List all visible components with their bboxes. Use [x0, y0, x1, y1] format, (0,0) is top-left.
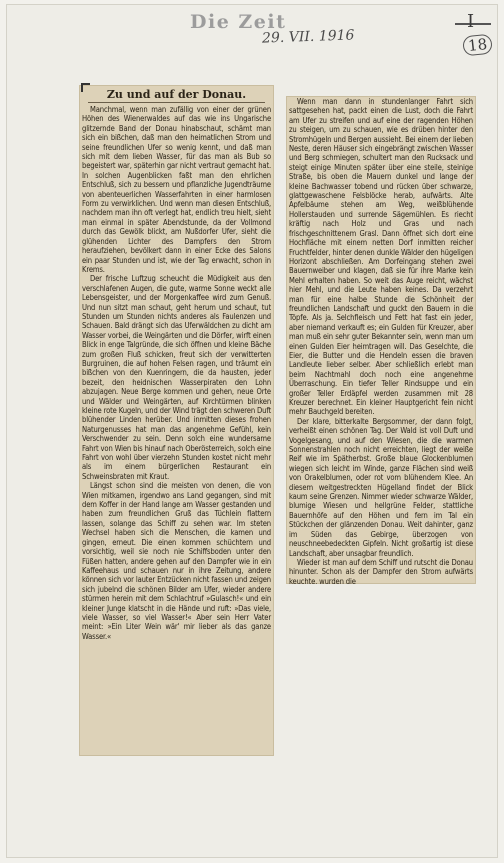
- paragraph: Wieder ist man auf dem Schiff und rutscht die Donau hinunter. Schon als der Dampfer den Strom aufwärts keuchte, wurden die: [289, 557, 473, 584]
- paragraph: Manchmal, wenn man zufällig von einer der grünen Höhen des Wienerwaldes auf das wie ins Ungarische glitzernde Band der Donau hinabschaut, schämt man sich ein bißchen, daß man den heimatlichen Strom und seine freundlichen Ufer so wenig kennt, und daß man sich mit dem lieben Wasser, für das man als Bub so begeistert war, späterhin gar nicht vertraut gemacht hat. In solchen Augenblicken faßt man den ehrlichen Entschluß, sich zu bessern und pflanzliche Jugendträume von abenteuerlichen Wasserfahrten in einer harmlosen Form zu verwirklichen. Und wenn man diesen Entschluß, nachdem man ihn oft verlegt hat, endlich treu hielt, sieht man einmal in später Abendstunde, da der Vollmond durch das Gewölk blickt, am Nußdorfer Ufer, sieht die glühenden Lichter des Dampfers den Strom heraufziehen, bevölkert dann in einer Ecke des Salons ein paar Stunden und ist, wie der Tag erwacht, schon in Krems.: [82, 105, 271, 274]
- paragraph: Der frische Luftzug scheucht die Müdigkeit aus den verschlafenen Augen, die gute, warme Sonne weckt alle Lebensgeister, und der Morgenkaffee wird zum Genuß. Und nun sitzt man schaut, geht herum und schaut, tut Stunden um Stunden nichts anderes als Faulenzen und Schauen. Bald drängt sich das Uferwäldchen zu dicht am Wasser vorbei, die Weingärten und die Dörfer, wirft einen Blick in enge Talgründe, die sich öffnen und kleine Bäche zum großen Fluß schicken, freut sich der verwitterten Burgruinen, die auf hohen Felsen ragen, und träumt ein bißchen von den Kuenringern, die da hausten, jeder bezeit, den heidnischen Wasserpiraten den Lohn abzujagen. Neue Berge kommen und gehen, neue Orte und Wälder und Weingärten, auf Kirchtürmen blinken kleine rote Kugeln, und der Wind trägt den schweren Duft blühender Linden herüber. Und inmitten dieses frohen Naturgenusses hat man das angenehme Gefühl, kein Verschwender zu sein. Denn solch eine wundersame Fahrt von Wien bis hinauf nach Oberösterreich, solch eine Fahrt von wohl über vierzehn Stunden kostet nicht mehr als im einem bürgerlichen Restaurant ein Schweinsbraten mit Kraut.: [82, 274, 271, 481]
- clipping-column-b: [286, 96, 476, 584]
- column-a-text: [82, 105, 271, 641]
- column-b-text: [289, 97, 473, 584]
- handwritten-mark-i: I: [467, 11, 475, 32]
- paragraph: Wenn man dann in stundenlanger Fahrt sich sattgesehen hat, packt einen die Lust, doch die Fahrt am Ufer zu streifen und auf eine der ragenden Höhen zu steigen, um zu schauen, wie es drüben hinter den Stromhügeln und Bergen aussieht. Bei einem der lieben Neste, deren Häuser sich eingebrängt zwischen Wasser und Berg schmiegen, schultert man den Rucksack und steigt einige Minuten später über eine steile, steinige Straße, bis oben die Mauern dunkel und lange der kleine Bachwasser tobend und rücken über schwarze, glattgewaschene Felsblöcke herab, aufwärts. Alte Apfelbäume stehen am Weg, weißblühende Hollerstauden und surrende Sägemühlen. Es riecht kräftig nach Holz und Gras und nach frischgeschnittenem Grasl. Dann öffnet sich dort eine Hochfläche mit einem netten Dorf inmitten reicher Fruchtfelder, hinter denen dunkle Wälder den hügeligen Horizont abschließen. Am Dorfeingang stehen zwei Bauernweiber und klagen, daß sie für ihre Marke kein Mehl erhalten haben. So weit das Auge reicht, wächst hier Mehl, und die Leute haben keines. Da verzehrt man für eine halbe Stunde die Schönheit der freundlichen Landschaft und guckt den Bauern in die Töpfe. Als ja. Selchfleisch und Fett hat fast ein jeder, aber niemand verkauft es; ein Gulden für Kreuzer, aber man muß ein sehr guter Bekannter sein, wenn man um einen Gulden Eier heimtragen will. Das Geselchte, die Eier, die Butter und die Hendeln essen die braven Landleute lieber selber. Aber schließlich erlebt man beim Nachtmahl doch noch eine angenehme Überraschung. Ein tiefer Teller Rindsuppe und ein großer Teller Erdäpfel werden zusammen mit 28 Kreuzer berechnet. Ein kleiner Hauptgericht fein nicht mehr Bauchgeld bereiten.: [289, 97, 473, 417]
- handwritten-date: 29. VII. 1916: [261, 27, 355, 47]
- clipping-column-a: [79, 85, 274, 756]
- handwritten-page-number: 18: [462, 34, 493, 57]
- corner-mark: [81, 83, 90, 92]
- paragraph: Längst schon sind die meisten von denen, die von Wien mitkamen, irgendwo ans Land gegangen, sind mit dem Koffer in der Hand lange am Wasser gestanden und haben zum freundlichen Gruß das Tüchlein flattern lassen, solange das Schiff zu sehen war. Im steten Wechsel haben sich die Menschen, die kamen und gingen, erneut. Die einen kommen schüchtern und vorsichtig, weil sie noch nie Schiffsboden unter den Füßen hatten, andere gehen auf den Dampfer wie in ein Kaffeehaus und schauen nur in ihre Zeitung, andere können sich vor lauter Entzücken nicht fassen und zeigen sich jubelnd die schönen Bilder am Ufer, wieder andere stürmen herein mit dem Schlachtruf »Gulasch!« und ein kleiner Junge klatscht in die Hände und ruft: »Das viele, viele Wasser, so viel Wasser!« Aber sein Herr Vater meint: »Ein Liter Wein wär' mir lieber als das ganze Wasser.«: [82, 481, 271, 641]
- paragraph: Der klare, bitterkalte Bergsommer, der dann folgt, verheißt einen schönen Tag. Der Wald ist voll Duft und Vogelgesang, und auf den Wiesen, die die warmen Sonnenstrahlen noch nicht erreichten, liegt der weiße Reif wie im Spätherbst. Große blaue Glockenblumen wiegen sich leicht im Winde, ganze Flächen sind weiß von Orakelblumen, oder rot vom blühendem Klee. An diesem weitgestreckten Hügelland findet der Blick kaum seine Grenzen. Nimmer wieder schwarze Wälder, blumige Wiesen und hellgrüne Felder, stattliche Bauernhöfe auf den Höhen und fern im Tal ein Stückchen der glänzenden Donau. Weit dahinter, ganz im Süden das Gebirge, überzogen von neuschneebedeckten Gipfeln. Nicht großartig ist diese Landschaft, aber unsagbar freundlich.: [289, 416, 473, 558]
- newspaper-title: Die Zeit: [190, 11, 287, 33]
- article-title: Zu und auf der Donau.: [88, 86, 265, 103]
